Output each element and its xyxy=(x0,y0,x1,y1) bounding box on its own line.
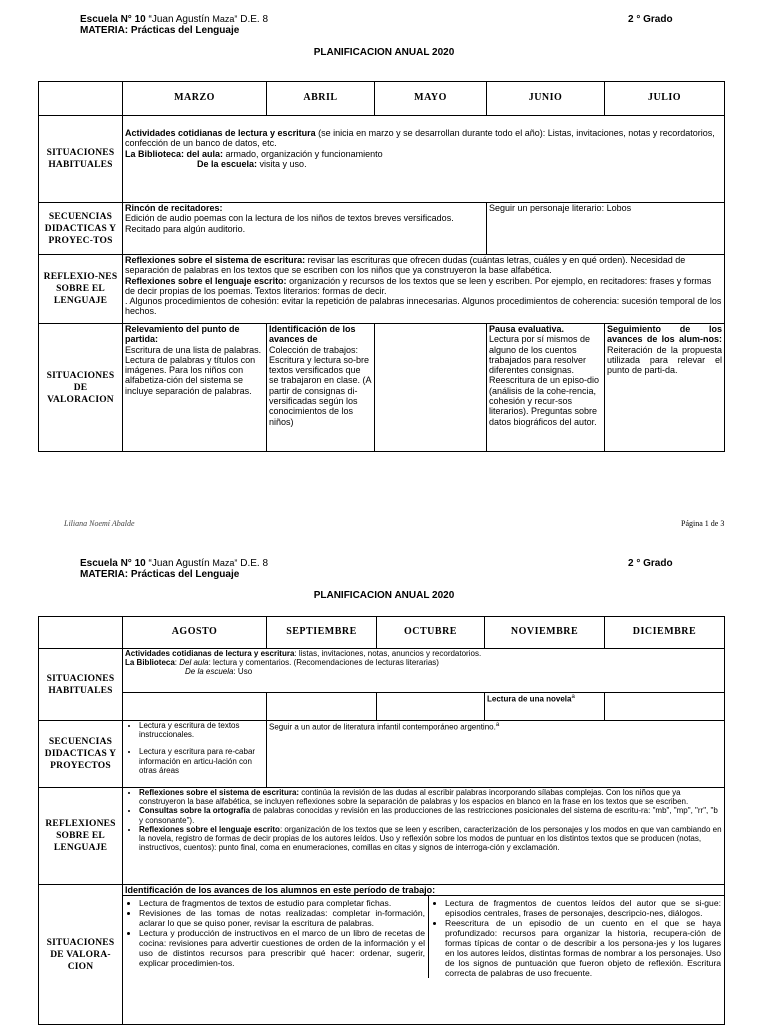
valoracion-mayo xyxy=(375,324,487,452)
reflexiones-content xyxy=(123,255,725,324)
school-header-2 xyxy=(80,558,268,569)
row-habituales-2 xyxy=(39,693,725,721)
row-habituales xyxy=(39,116,725,203)
school-number: Escuela N° 10 xyxy=(80,558,146,569)
school-number: Escuela N° 10 xyxy=(80,14,146,25)
text-bold: Pausa evaluativa. xyxy=(489,324,565,334)
row-label: SITUACIONES HABITUALES xyxy=(39,116,123,203)
valoracion-columns xyxy=(123,895,724,978)
text: revisar las escrituras que ofrecen dudas (cuántas letras, cuáles y en qué orden). Necesidad de separación de palabras en los textos que se escriben con los niños que ya construyeron la base alfabética. xyxy=(125,255,686,276)
school-district: D.E. 8 xyxy=(240,558,269,569)
school-name-2: Maza” xyxy=(212,14,238,24)
grade-label-2: 2 ° Grado xyxy=(628,558,673,569)
valoracion-abril xyxy=(267,324,375,452)
novela-cell: Lectura de una novela$^a$ xyxy=(485,693,605,721)
valoracion-junio xyxy=(487,324,605,452)
footer-signature: Liliana Noemí Abalde xyxy=(64,519,135,528)
text-italic: Del aula xyxy=(179,658,209,668)
valoracion-left xyxy=(123,896,429,978)
row-secuencias xyxy=(39,721,725,788)
month-header: ABRIL xyxy=(267,82,375,116)
habituales-content: Actividades cotidianas de lectura y escritura: listas, invitaciones, notas, anuncios y recordatorios. La Biblioteca: Del aula: lectura y comentarios. (Recomendaciones de lecturas literarias) De la escuela: Uso xyxy=(123,649,725,693)
text: Seguir a un autor de literatura infantil contemporáneo argentino. xyxy=(269,722,496,732)
text-bold: Reflexiones sobre el lenguaje escrito xyxy=(139,824,280,834)
month-header: NOVIEMBRE xyxy=(485,617,605,649)
text-bold: Relevamiento del punto de partida: xyxy=(125,324,240,345)
row-label: SITUACIONES HABITUALES xyxy=(39,649,123,721)
empty-cell xyxy=(377,693,485,721)
text-bold: La Biblioteca xyxy=(125,658,175,668)
months-header-row xyxy=(39,82,725,116)
corner-cell xyxy=(39,617,123,649)
text: . Algunos procedimientos de cohesión: evitar la repetición de palabras innecesarias. Algunos procedimientos de coherencia: sucesión temporal de los hechos. xyxy=(125,296,722,317)
empty-cell xyxy=(605,693,725,721)
month-header: JULIO xyxy=(605,82,725,116)
month-header: JUNIO xyxy=(487,82,605,116)
list-item: • Lectura y escritura de textos instruccionales. xyxy=(139,721,264,739)
text-bold: Consultas sobre la ortografía xyxy=(139,806,251,816)
row-label: REFLEXIONES SOBRE EL LENGUAJE xyxy=(39,788,123,885)
valoracion-julio xyxy=(605,324,725,452)
subject-label: MATERIA: Prácticas del Lenguaje xyxy=(80,25,240,36)
text: : lectura y comentarios. (Recomendaciones de lecturas literarias) xyxy=(208,658,439,668)
text-bold: Reflexiones sobre el lenguaje escrito: xyxy=(125,275,287,286)
list-item xyxy=(139,788,722,806)
month-header: MARZO xyxy=(123,82,267,116)
grade-label: 2 ° Grado xyxy=(628,14,673,25)
row-secuencias xyxy=(39,203,725,255)
text: : listas, invitaciones, notas, anuncios y recordatorios. xyxy=(294,649,482,658)
text: armado, organización y funcionamiento xyxy=(223,148,383,159)
row-valoracion xyxy=(39,885,725,1025)
text-bold: Lectura de una novela xyxy=(487,694,572,704)
valoracion-content xyxy=(123,885,725,1025)
text: Lectura por sí mismos de alguno de los cuentos trabajados para resolver diferentes consignas. Reescritura de un episo-dio (análisis de la cohe-rencia, cohesión y recur-sos literarios). Preguntas sobre datos biográficos del autor. xyxy=(489,334,600,427)
school-header xyxy=(80,14,268,25)
month-header: AGOSTO xyxy=(123,617,267,649)
list-item xyxy=(139,806,722,824)
text: de palabras conocidas y revisión en las producciones de las restricciones posicionales del sistema de escritu-ra: "mb", "mp", "rr", "b y consonante"). xyxy=(139,806,718,825)
secuencias-content xyxy=(123,721,267,788)
empty-cell xyxy=(123,693,267,721)
row-label: REFLEXIO-NES SOBRE EL LENGUAJE xyxy=(39,255,123,324)
row-label: SITUACIONES DE VALORA-CION xyxy=(39,885,123,1025)
row-label: SECUENCIAS DIDACTICAS Y PROYECTOS xyxy=(39,721,123,788)
month-header: DICIEMBRE xyxy=(605,617,725,649)
text-bold: Actividades cotidianas de lectura y escritura xyxy=(125,128,316,138)
row-reflexiones xyxy=(39,788,725,885)
text: organización y recursos de los textos que se leen y escriben. Por ejemplo, en recitadores: frases y formas de decir propias de los poemas. Textos literarios: formas de decir. xyxy=(125,275,712,296)
text-bold: Actividades cotidianas de lectura y escritura xyxy=(125,649,295,658)
text-bold: Identificación de los avances de xyxy=(269,324,356,345)
text: Edición de audio poemas con la lectura de los niños de textos breves versificados. Recitado para algún auditorio. xyxy=(125,213,454,234)
corner-cell xyxy=(39,82,123,116)
text: visita y uso. xyxy=(257,158,307,169)
list-item: • Lectura de fragmentos de cuentos leídos del autor que se si-gue: episodios centrales, frases de personajes, descripcio-nes, diálogos. xyxy=(445,898,721,918)
text-bold: De la escuela: xyxy=(197,158,258,169)
plan-table-1 xyxy=(38,81,725,452)
month-header: SEPTIEMBRE xyxy=(267,617,377,649)
month-header: MAYO xyxy=(375,82,487,116)
habituales-content xyxy=(123,116,725,203)
list-item: • Revisiones de las tomas de notas realizadas: completar in-formación, aclarar lo que se quiso poner, revisar la escritura de palabras. xyxy=(139,908,425,928)
text: Colección de trabajos: Escritura y lectura so-bre textos versificados que se trabajaron en clase. (A partir de consignas di-versificadas según los conocimientos de los niños) xyxy=(269,344,372,427)
secuencias-content-2 xyxy=(487,203,725,255)
subject-label-2: MATERIA: Prácticas del Lenguaje xyxy=(80,569,240,580)
school-district: D.E. 8 xyxy=(240,14,269,25)
text-bold: La Biblioteca: del aula: xyxy=(125,148,224,159)
row-reflexiones xyxy=(39,255,725,324)
months-header-row xyxy=(39,617,725,649)
text: : Uso xyxy=(233,667,253,677)
valoracion-right xyxy=(429,896,724,978)
school-name: “Juan Agustín xyxy=(148,558,210,569)
valoracion-marzo xyxy=(123,324,267,452)
text-bold: Reflexiones sobre el sistema de escritura: xyxy=(139,788,300,797)
school-name-2: Maza” xyxy=(212,558,238,568)
valoracion-heading: Identificación de los avances de los alumnos en este período de trabajo: xyxy=(125,885,436,895)
text-italic: De la escuela xyxy=(185,667,234,677)
row-label: SECUENCIAS DIDACTICAS Y PROYEC-TOS xyxy=(39,203,123,255)
row-label: SITUACIONES DE VALORACION xyxy=(39,324,123,452)
reflexiones-content xyxy=(123,788,725,885)
footer-page-number: Página 1 de 3 xyxy=(681,519,725,528)
empty-cell xyxy=(267,693,377,721)
secuencias-content-2: Seguir a un autor de literatura infantil contemporáneo argentino.$^a$ xyxy=(267,721,725,788)
list-item: • Lectura y escritura para re-cabar información en articu-lación con otras áreas xyxy=(139,747,264,775)
list-item xyxy=(139,825,722,853)
text: (se inicia en marzo y se desarrollan durante todo el año): Listas, invitaciones, notas y recordatorios, confección de un banco de datos, etc. xyxy=(125,128,715,149)
list-item: • Lectura y producción de instructivos en el marco de un libro de recetas de cocina: revisiones para advertir cuestiones de orden de la información y el uso de distintos recursos para prescribir qué hacer: ordenar, sugerir, explicar procedimien-tos. xyxy=(139,928,425,968)
page-title: PLANIFICACION ANUAL 2020 xyxy=(313,47,455,58)
text-bold: Reflexiones sobre el sistema de escritura: xyxy=(125,255,306,265)
list-item: • Reescritura de un episodio de un cuento en el que se haya profundizado: recursos para organizar la historia, recupera-ción de formas típicas de contar o de describir a los persona-jes y los lugares en los autores leídos, distintas formas de nombrar a los personajes. Uso de los signos de puntuación que fueron objeto de reflexión. Escritura correcta de palabras de uso frecuente. xyxy=(445,918,721,978)
secuencias-content xyxy=(123,203,487,255)
text: Seguir un personaje literario: Lobos xyxy=(489,203,632,213)
text-bold: Seguimiento de los avances de los alum-nos: xyxy=(607,324,722,345)
list-item: • Lectura de fragmentos de textos de estudio para completar fichas. xyxy=(139,898,425,908)
plan-table-2 xyxy=(38,616,725,1025)
school-name: “Juan Agustín xyxy=(148,14,210,25)
row-valoracion xyxy=(39,324,725,452)
text: Reiteración de la propuesta utilizada para relevar el punto de parti-da. xyxy=(607,344,722,376)
text: Escritura de una lista de palabras. Lectura de palabras y títulos con imágenes. Para los niños con alfabetiza-ción del sistema se incluye separación de palabras. xyxy=(125,344,262,396)
month-header: OCTUBRE xyxy=(377,617,485,649)
row-habituales xyxy=(39,649,725,693)
page-title-2: PLANIFICACION ANUAL 2020 xyxy=(313,590,455,601)
text: : organización de los textos que se leen y escriben, caracterización de los personajes y los modos en que van cambiando en la novela, registro de formas de decir propias de los autores leídos. Uso y reflexión sobre los modos de puntuar en los distintos textos que se producen (notas, instructivos, cuentos): punto final, coma en enumeraciones, comillas en citas y signos de interroga-ción y exclamación. xyxy=(139,824,722,853)
text-bold: Rincón de recitadores: xyxy=(125,203,223,213)
text: continúa la revisión de las dudas al escribir palabras incorporando sílabas complejas. Con los niños que ya construyeron la base alfabética, se incluyen reflexiones sobre la separación de palabras y los espacios en blanco en la frase en los textos que se escriben. xyxy=(139,788,689,807)
